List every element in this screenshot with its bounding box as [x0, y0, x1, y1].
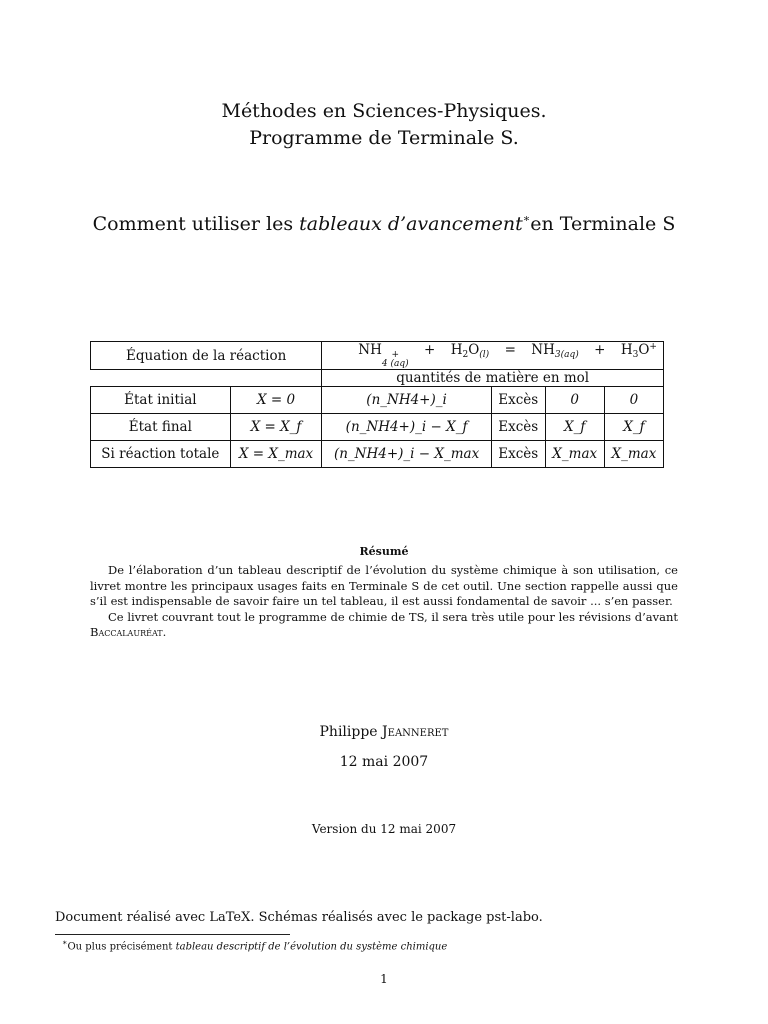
equation-label: Équation de la réaction: [91, 342, 322, 370]
nh3-quantity: X_f: [545, 414, 604, 441]
plus-sign-2: +: [594, 342, 606, 358]
footnote: ∗Ou plus précisément tableau descriptif de l’évolution du système chimique: [62, 938, 448, 953]
footnote-rule: [55, 934, 290, 935]
abstract-paragraph-2: Ce livret couvrant tout le programme de chimie de TS, il sera très utile pour les révisions d’avant Baccalauréat.: [90, 609, 678, 639]
page-number: 1: [380, 972, 388, 986]
abstract-paragraph-1: De l’élaboration d’un tableau descriptif de l’évolution du système chimique à son utilisation, ce livret montre les principaux usages faits en Terminale S de cet outil. Une section rappelle aussi que s’il est indispensable de savoir faire un tel tableau, il est aussi fondamental de savoir ... s’en passer.: [90, 563, 678, 608]
nh4-quantity: (n_NH4+)_i − X_f: [322, 414, 492, 441]
h3o-quantity: 0: [604, 387, 663, 414]
h3o-quantity: X_f: [604, 414, 663, 441]
table-row-quantities: [91, 370, 664, 387]
state-label: État final: [91, 414, 231, 441]
table-row-equation: [91, 342, 664, 370]
state-label: Si réaction totale: [91, 441, 231, 468]
title-line-2: Programme de Terminale S.: [249, 127, 519, 149]
h2o-quantity: Excès: [491, 441, 545, 468]
state-label: État initial: [91, 387, 231, 414]
h2o-quantity: Excès: [491, 387, 545, 414]
species-h3o: $H_3O^+$: [620, 342, 657, 360]
nh4-quantity: (n_NH4+)_i: [322, 387, 492, 414]
advancement-value: X = 0: [230, 387, 322, 414]
nh3-quantity: 0: [545, 387, 604, 414]
h2o-quantity: Excès: [491, 414, 545, 441]
heading-italic: tableaux d’avancement: [299, 213, 523, 235]
species-nh4: NH + 4 (aq): [358, 342, 409, 369]
heading-footnote-marker: ∗: [522, 212, 531, 225]
equation-cell: [322, 342, 664, 370]
made-with-note: Document réalisé avec LaTeX. Schémas réalisés avec le package pst-labo.: [55, 910, 543, 925]
heading-after: en Terminale S: [530, 213, 676, 235]
version: Version du 12 mai 2007: [311, 822, 457, 836]
table-row: [91, 387, 664, 414]
heading-before: Comment utiliser les: [92, 213, 300, 235]
advancement-value: X = X_f: [230, 414, 322, 441]
date: 12 mai 2007: [339, 754, 429, 770]
quantities-label: quantités de matière en mol: [322, 370, 664, 387]
table-row: [91, 441, 664, 468]
nh3-quantity: X_max: [545, 441, 604, 468]
nh4-quantity: (n_NH4+)_i − X_max: [322, 441, 492, 468]
latex-logo: LaTeX: [209, 910, 251, 925]
species-nh3: $NH_{3(aq)}$: [531, 342, 579, 360]
h3o-quantity: X_max: [604, 441, 663, 468]
advancement-value: X = X_max: [230, 441, 322, 468]
title-line-1: Méthodes en Sciences-Physiques.: [221, 100, 547, 122]
plus-sign-1: +: [424, 342, 436, 358]
equals-sign: =: [504, 342, 516, 358]
abstract-title: Résumé: [359, 545, 409, 558]
document-heading: [0, 212, 768, 235]
abstract: [90, 563, 678, 641]
species-h2o: $H_2O_{(l)}$: [450, 342, 490, 360]
table-row: [91, 414, 664, 441]
advancement-table: [90, 341, 664, 468]
author: Philippe Jeanneret: [319, 724, 449, 740]
